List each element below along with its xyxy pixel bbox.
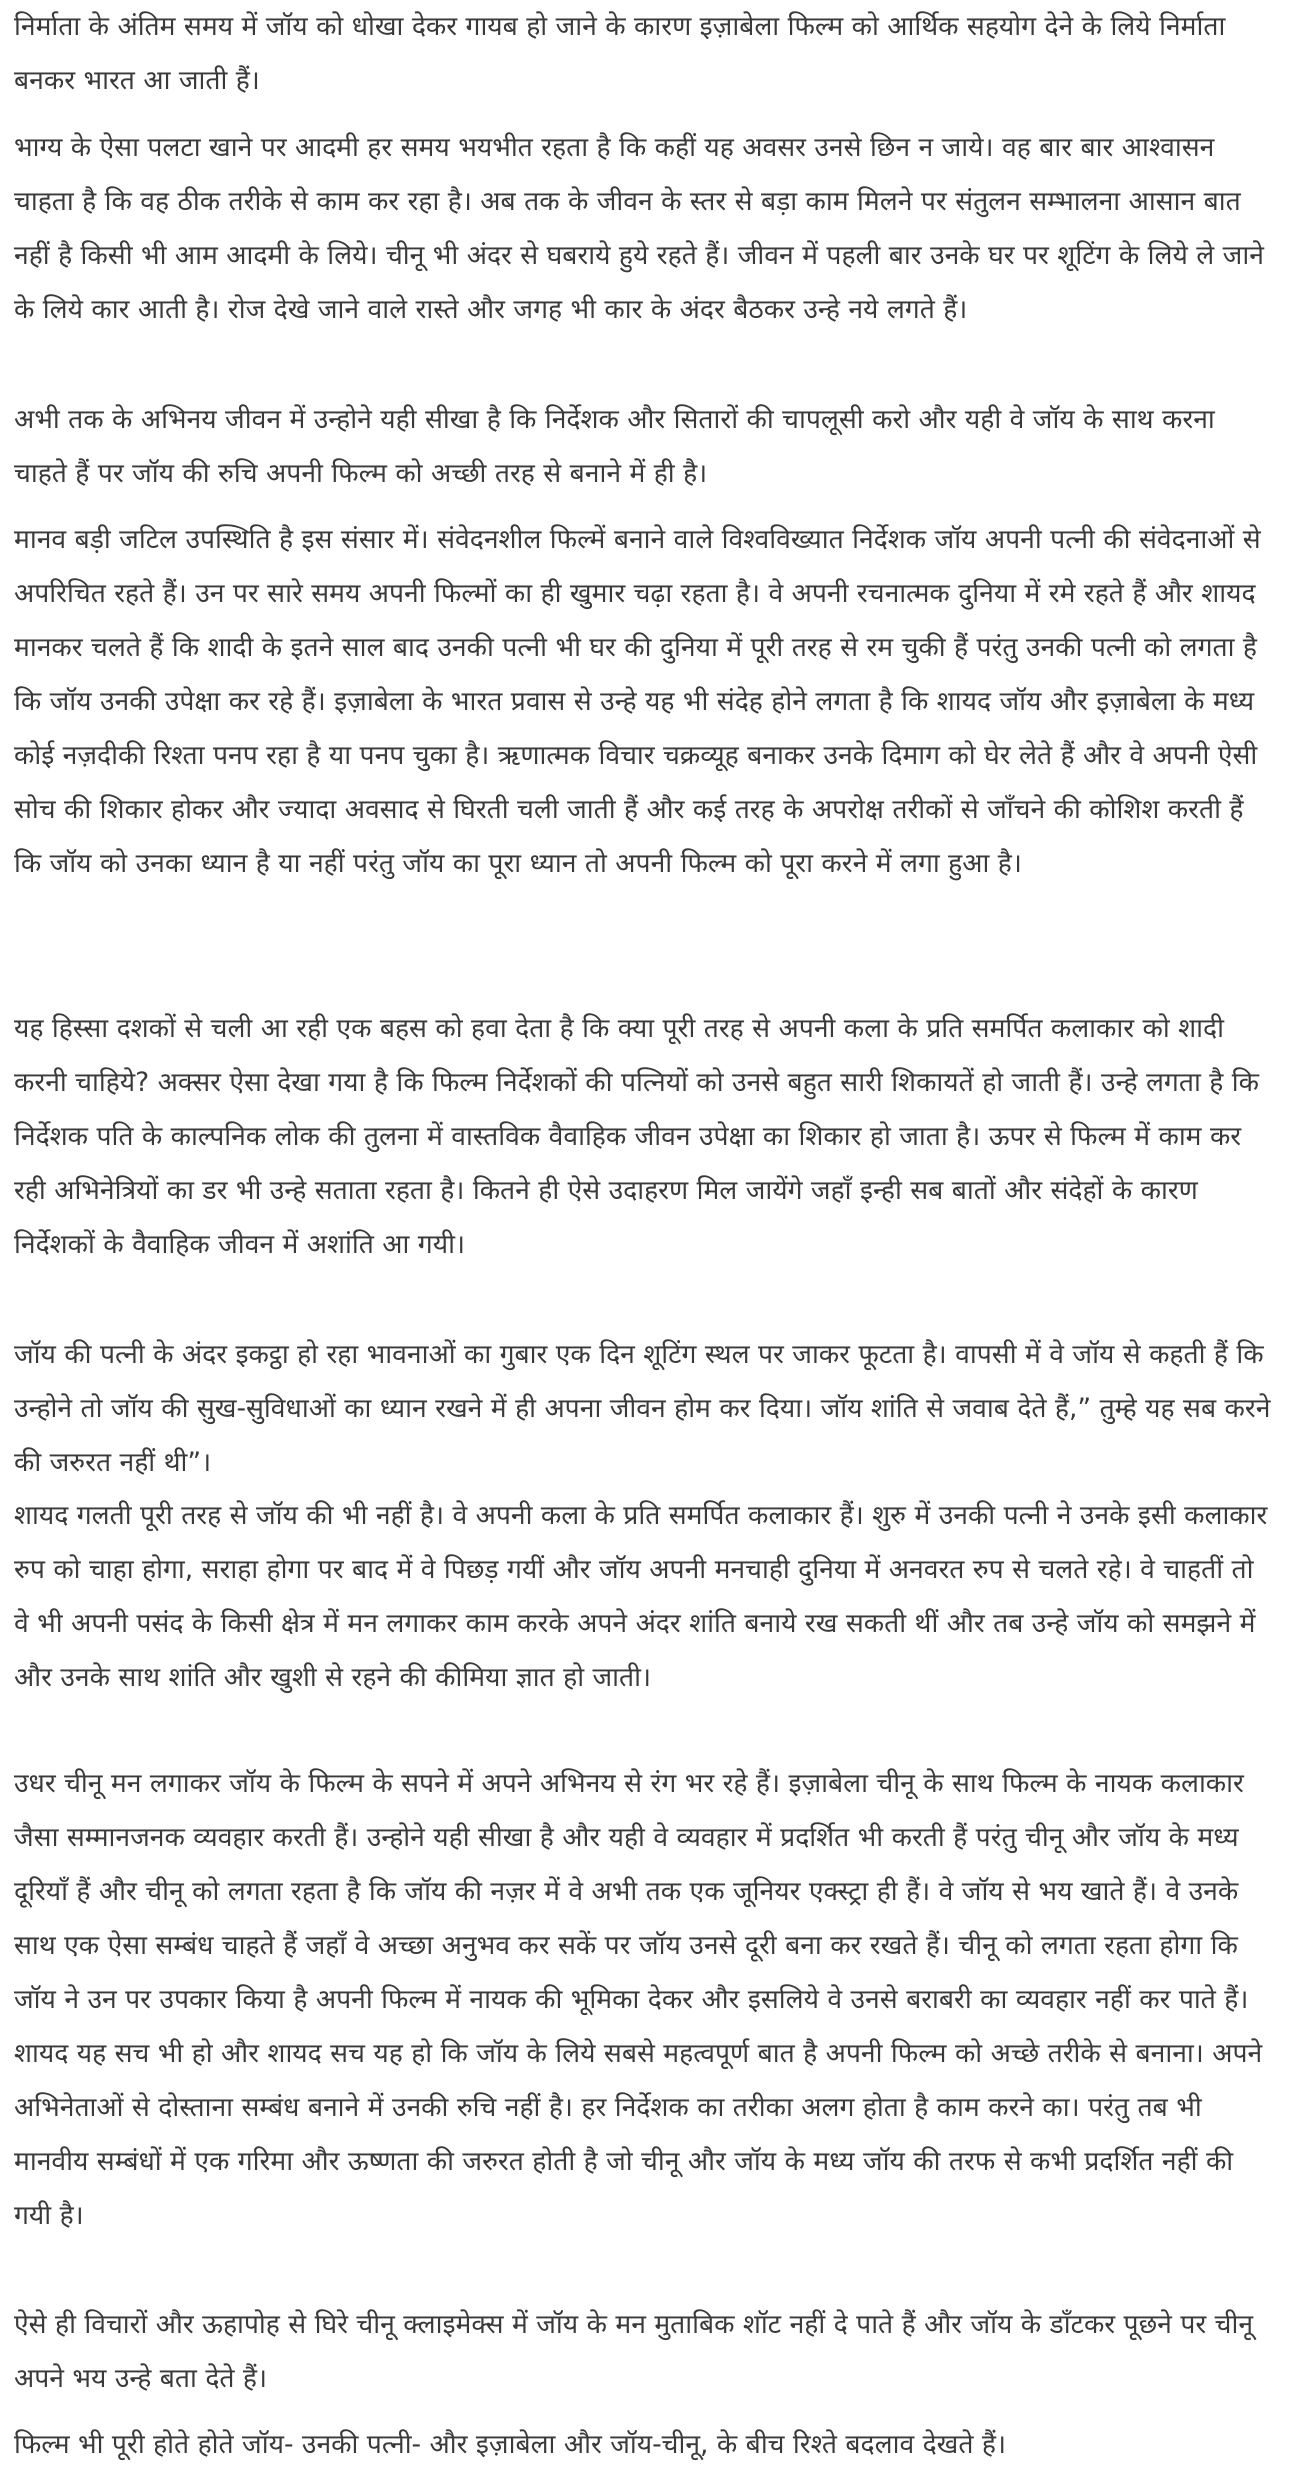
paragraph-5: यह हिस्सा दशकों से चली आ रही एक बहस को हवा देता है कि क्या पूरी तरह से अपनी कला के प्रति समर्पित कलाकार को शादी करनी चाहिये? अक्सर ऐसा देखा गया है कि फिल्म निर्देशकों की पत्नियों को उनसे बहुत सारी शिकायतें हो जाती हैं। उन्हे लगता है कि निर्देशक पति के काल्पनिक लोक की तुलना में वास्तविक वैवाहिक जीवन उपेक्षा का शिकार हो जाता है। ऊपर से फिल्म में काम कर रही अभिनेत्रियों का डर भी उन्हे सताता रहता है। कितने ही ऐसे उदाहरण मिल जायेंगे जहाँ इन्ही सब बातों और संदेहों के कारण निर्देशकों के वैवाहिक जीवन में अशांति आ गयी।: [14, 1013, 1259, 1260]
paragraph-9: ऐसे ही विचारों और ऊहापोह से घिरे चीनू क्लाइमेक्स में जॉय के मन मुताबिक शॉट नहीं दे पाते हैं और जॉय के डाँटकर पूछने पर चीनू अपने भय उन्हे बता देते हैं।: [14, 2309, 1254, 2394]
paragraph-2: भाग्य के ऐसा पलटा खाने पर आदमी हर समय भयभीत रहता है कि कहीं यह अवसर उनसे छिन न जाये। वह बार बार आश्वासन चाहता है कि वह ठीक तरीके से काम कर रहा है। अब तक के जीवन के स्तर से बड़ा काम मिलने पर संतुलन सम्भालना आसान बात नहीं है किसी भी आम आदमी के लिये। चीनू भी अंदर से घबराये हुये रहते हैं। जीवन में पहली बार उनके घर पर शूटिंग के लिये ले जाने के लिये कार आती है। रोज देखे जाने वाले रास्ते और जगह भी कार के अंदर बैठकर उन्हे नये लगते हैं।: [14, 132, 1264, 325]
paragraph-7: शायद गलती पूरी तरह से जॉय की भी नहीं है। वे अपनी कला के प्रति समर्पित कलाकार हैं। शुरु में उनकी पत्नी ने उनके इसी कलाकार रुप को चाहा होगा, सराहा होगा पर बाद में वे पिछड़ गयीं और जॉय अपनी मनचाही दुनिया में अनवरत रुप से चलते रहे। वे चाहतीं तो वे भी अपनी पसंद के किसी क्षेत्र में मन लगाकर काम करके अपने अंदर शांति बनाये रख सकती थीं और तब उन्हे जॉय को समझने में और उनके साथ शांति और खुशी से रहने की कीमिया ज्ञात हो जाती।: [14, 1500, 1268, 1693]
paragraph-6: जॉय की पत्नी के अंदर इकट्ठा हो रहा भावनाओं का गुबार एक दिन शूटिंग स्थल पर जाकर फूटता है। वापसी में वे जॉय से कहती हैं कि उन्होने तो जॉय की सुख-सुविधाओं का ध्यान रखने में ही अपना जीवन होम कर दिया। जॉय शांति से जवाब देते हैं,” तुम्हे यह सब करने की जरुरत नहीं थी”।: [14, 1339, 1271, 1478]
paragraph-4: मानव बड़ी जटिल उपस्थिति है इस संसार में। संवेदनशील फिल्में बनाने वाले विश्वविख्यात निर्देशक जॉय अपनी पत्नी की संवेदनाओं से अपरिचित रहते हैं। उन पर सारे समय अपनी फिल्मों का ही खुमार चढ़ा रहता है। वे अपनी रचनात्मक दुनिया में रमे रहते हैं और शायद मानकर चलते हैं कि शादी के इतने साल बाद उनकी पत्नी भी घर की दुनिया में पूरी तरह से रम चुकी हैं परंतु उनकी पत्नी को लगता है कि जॉय उनकी उपेक्षा कर रहे हैं। इज़ाबेला के भारत प्रवास से उन्हे यह भी संदेह होने लगता है कि शायद जॉय और इज़ाबेला के मध्य कोई नज़दीकी रिश्ता पनप रहा है या पनप चुका है। ऋणात्मक विचार चक्रव्यूह बनाकर उनके दिमाग को घेर लेते हैं और वे अपनी ऐसी सोच की शिकार होकर और ज्यादा अवसाद से घिरती चली जाती हैं और कई तरह के अपरोक्ष तरीकों से जाँचने की कोशिश करती हैं कि जॉय को उनका ध्यान है या नहीं परंतु जॉय का पूरा ध्यान तो अपनी फिल्म को पूरा करने में लगा हुआ है।: [14, 524, 1261, 879]
paragraph-8: उधर चीनू मन लगाकर जॉय के फिल्म के सपने में अपने अभिनय से रंग भर रहे हैं। इज़ाबेला चीनू के साथ फिल्म के नायक कलाकार जैसा सम्मानजनक व्यवहार करती हैं। उन्होने यही सीखा है और यही वे व्यवहार में प्रदर्शित भी करती हैं परंतु चीनू और जॉय के मध्य दूरियाँ हैं और चीनू को लगता रहता है कि जॉय की नज़र में वे अभी तक एक जूनियर एक्स्ट्रा ही हैं। वे जॉय से भय खाते हैं। वे उनके साथ एक ऐसा सम्बंध चाहते हैं जहाँ वे अच्छा अनुभव कर सकें पर जॉय उनसे दूरी बना कर रखते हैं। चीनू को लगता रहता होगा कि जॉय ने उन पर उपकार किया है अपनी फिल्म में नायक की भूमिका देकर और इसलिये वे उनसे बराबरी का व्यवहार नहीं कर पाते हैं। शायद यह सच भी हो और शायद सच यह हो कि जॉय के लिये सबसे महत्वपूर्ण बात है अपनी फिल्म को अच्छे तरीके से बनाना। अपने अभिनेताओं से दोस्ताना सम्बंध बनाने में उनकी रुचि नहीं है। हर निर्देशक का तरीका अलग होता है काम करने का। परंतु तब भी मानवीय सम्बंधों में एक गरिमा और ऊष्णता की जरुरत होती है जो चीनू और जॉय के मध्य जॉय की तरफ से कभी प्रदर्शित नहीं की गयी है।: [14, 1768, 1263, 2231]
paragraph-1: निर्माता के अंतिम समय में जॉय को धोखा देकर गायब हो जाने के कारण इज़ाबेला फिल्म को आर्थिक सहयोग देने के लिये निर्माता बनकर भारत आ जाती हैं।: [14, 11, 1226, 96]
paragraph-10: फिल्म भी पूरी होते होते जॉय- उनकी पत्नी- और इज़ाबेला और जॉय-चीनू, के बीच रिश्ते बदलाव देखते हैं।: [14, 2429, 1007, 2460]
paragraph-3: अभी तक के अभिनय जीवन में उन्होने यही सीखा है कि निर्देशक और सितारों की चापलूसी करो और यही वे जॉय के साथ करना चाहते हैं पर जॉय की रुचि अपनी फिल्म को अच्छी तरह से बनाने में ही है।: [14, 404, 1215, 489]
